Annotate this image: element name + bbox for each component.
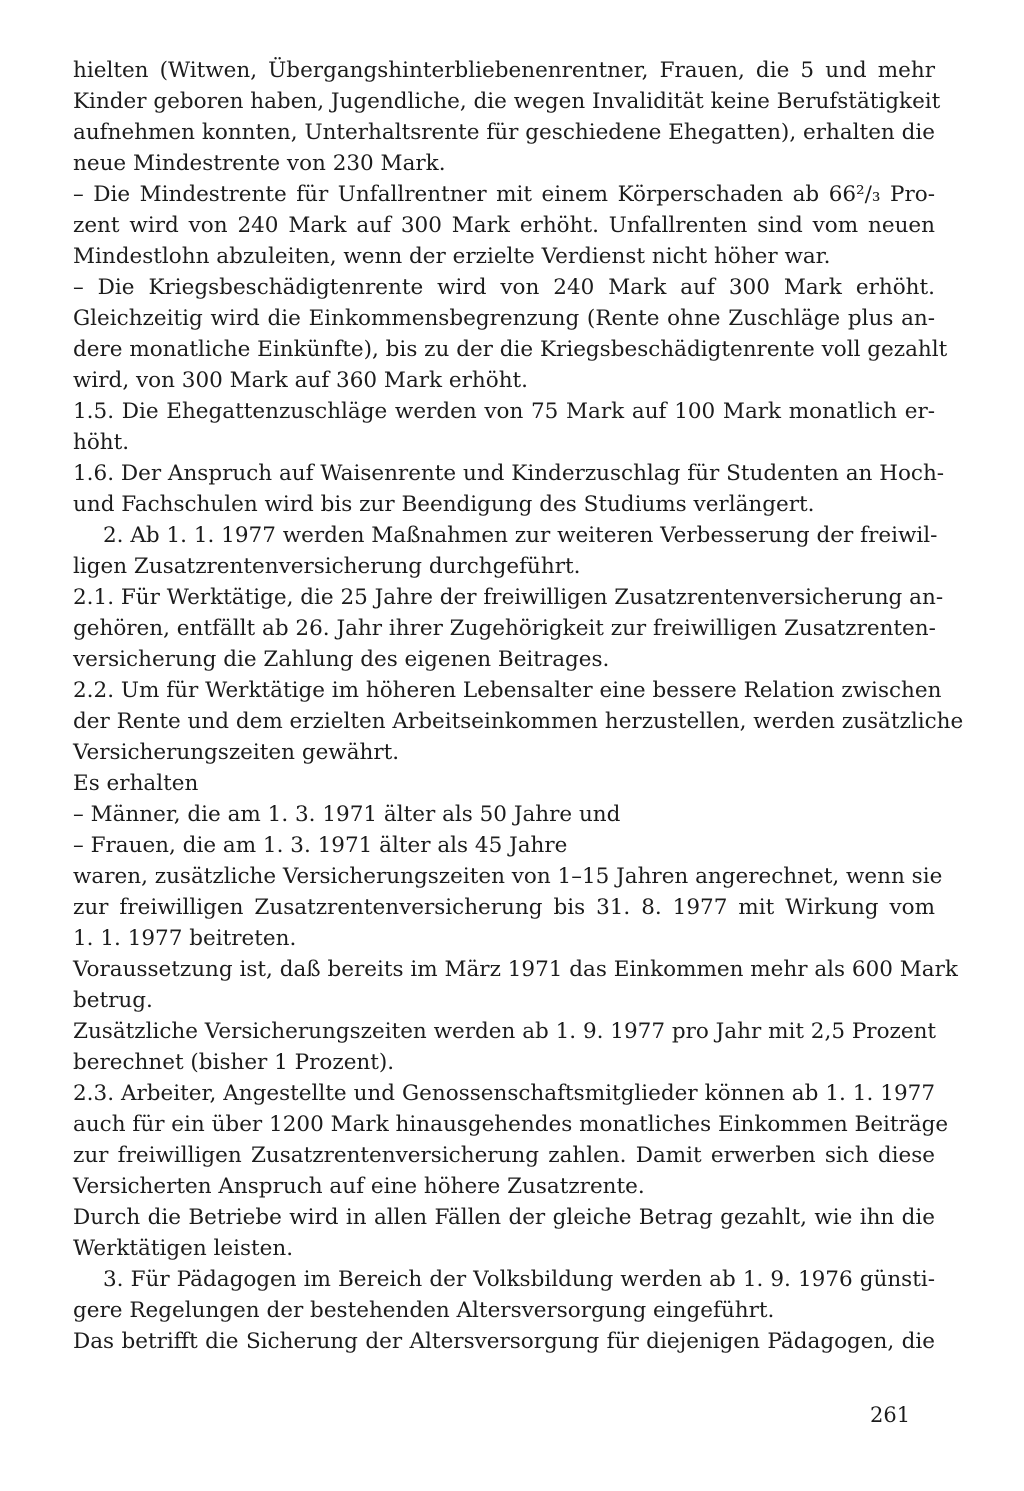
text-line: 3. Für Pädagogen im Bereich der Volksbildung werden ab 1. 9. 1976 günsti- xyxy=(103,1267,935,1292)
text-line: gere Regelungen der bestehenden Altersversorgung eingeführt. xyxy=(73,1298,775,1323)
text-line: Voraussetzung ist, daß bereits im März 1971 das Einkommen mehr als 600 Mark xyxy=(73,957,958,982)
text-line: ligen Zusatzrentenversicherung durchgeführt. xyxy=(73,554,581,579)
text-line: neue Mindestrente von 230 Mark. xyxy=(73,151,446,176)
text-line: – Die Mindestrente für Unfallrentner mit einem Körperschaden ab 66²/₃ Pro- xyxy=(73,182,935,207)
text-line: Zusätzliche Versicherungszeiten werden ab 1. 9. 1977 pro Jahr mit 2,5 Prozent xyxy=(73,1019,937,1044)
text-line: zur freiwilligen Zusatzrentenversicherung zahlen. Damit erwerben sich diese xyxy=(73,1143,935,1168)
text-line: 1.6. Der Anspruch auf Waisenrente und Kinderzuschlag für Studenten an Hoch- xyxy=(73,461,945,486)
text-line: dere monatliche Einkünfte), bis zu der die Kriegsbeschädigtenrente voll gezahlt xyxy=(73,337,948,362)
text-line: 1.5. Die Ehegattenzuschläge werden von 75 Mark auf 100 Mark monatlich er- xyxy=(73,399,935,424)
text-line: zur freiwilligen Zusatzrentenversicherung bis 31. 8. 1977 mit Wirkung vom xyxy=(73,895,935,920)
text-line: der Rente und dem erzielten Arbeitseinkommen herzustellen, werden zusätzliche xyxy=(73,709,964,734)
text-line: versicherung die Zahlung des eigenen Beitrages. xyxy=(73,647,610,672)
text-line: Gleichzeitig wird die Einkommensbegrenzung (Rente ohne Zuschläge plus an- xyxy=(73,306,935,331)
text-line: Das betrifft die Sicherung der Altersversorgung für diejenigen Pädagogen, die xyxy=(73,1329,935,1354)
page-body xyxy=(73,55,964,1357)
text-line: Kinder geboren haben, Jugendliche, die wegen Invalidität keine Berufstätigkeit xyxy=(73,89,941,114)
text-line: zent wird von 240 Mark auf 300 Mark erhöht. Unfallrenten sind vom neuen xyxy=(73,213,935,238)
text-line: auch für ein über 1200 Mark hinausgehendes monatliches Einkommen Beiträge xyxy=(73,1112,949,1137)
text-line: aufnehmen konnten, Unterhaltsrente für geschiedene Ehegatten), erhalten die xyxy=(73,120,935,145)
text-line: 2.2. Um für Werktätige im höheren Lebensalter eine bessere Relation zwischen xyxy=(73,678,942,703)
text-line: Mindestlohn abzuleiten, wenn der erzielte Verdienst nicht höher war. xyxy=(73,244,831,269)
text-line: 2.3. Arbeiter, Angestellte und Genossenschaftsmitglieder können ab 1. 1. 1977 xyxy=(73,1081,935,1106)
text-line: Es erhalten xyxy=(73,771,199,796)
text-line: 2.1. Für Werktätige, die 25 Jahre der freiwilligen Zusatzrentenversicherung an- xyxy=(73,585,944,610)
text-line: Versicherten Anspruch auf eine höhere Zusatzrente. xyxy=(73,1174,645,1199)
text-line: höht. xyxy=(73,430,130,455)
page-number: 261 xyxy=(870,1403,911,1427)
text-line: Durch die Betriebe wird in allen Fällen der gleiche Betrag gezahlt, wie ihn die xyxy=(73,1205,935,1230)
text-line: Werktätigen leisten. xyxy=(73,1236,294,1261)
text-line: – Die Kriegsbeschädigtenrente wird von 240 Mark auf 300 Mark erhöht. xyxy=(73,275,935,300)
text-line: berechnet (bisher 1 Prozent). xyxy=(73,1050,395,1075)
text-line: und Fachschulen wird bis zur Beendigung des Studiums verlängert. xyxy=(73,492,815,517)
text-line: wird, von 300 Mark auf 360 Mark erhöht. xyxy=(73,368,529,393)
text-line: waren, zusätzliche Versicherungszeiten von 1–15 Jahren angerechnet, wenn sie xyxy=(73,864,943,889)
text-line: 2. Ab 1. 1. 1977 werden Maßnahmen zur weiteren Verbesserung der freiwil- xyxy=(103,523,938,548)
text-line: Versicherungszeiten gewährt. xyxy=(73,740,400,765)
text-line: – Frauen, die am 1. 3. 1971 älter als 45 Jahre xyxy=(73,833,568,858)
text-line: hielten (Witwen, Übergangshinterbliebenenrentner, Frauen, die 5 und mehr xyxy=(73,58,935,83)
text-line: – Männer, die am 1. 3. 1971 älter als 50 Jahre und xyxy=(73,802,621,827)
text-line: gehören, entfällt ab 26. Jahr ihrer Zugehörigkeit zur freiwilligen Zusatzrenten- xyxy=(73,616,936,641)
text-line: 1. 1. 1977 beitreten. xyxy=(73,926,297,951)
text-line: betrug. xyxy=(73,988,153,1013)
